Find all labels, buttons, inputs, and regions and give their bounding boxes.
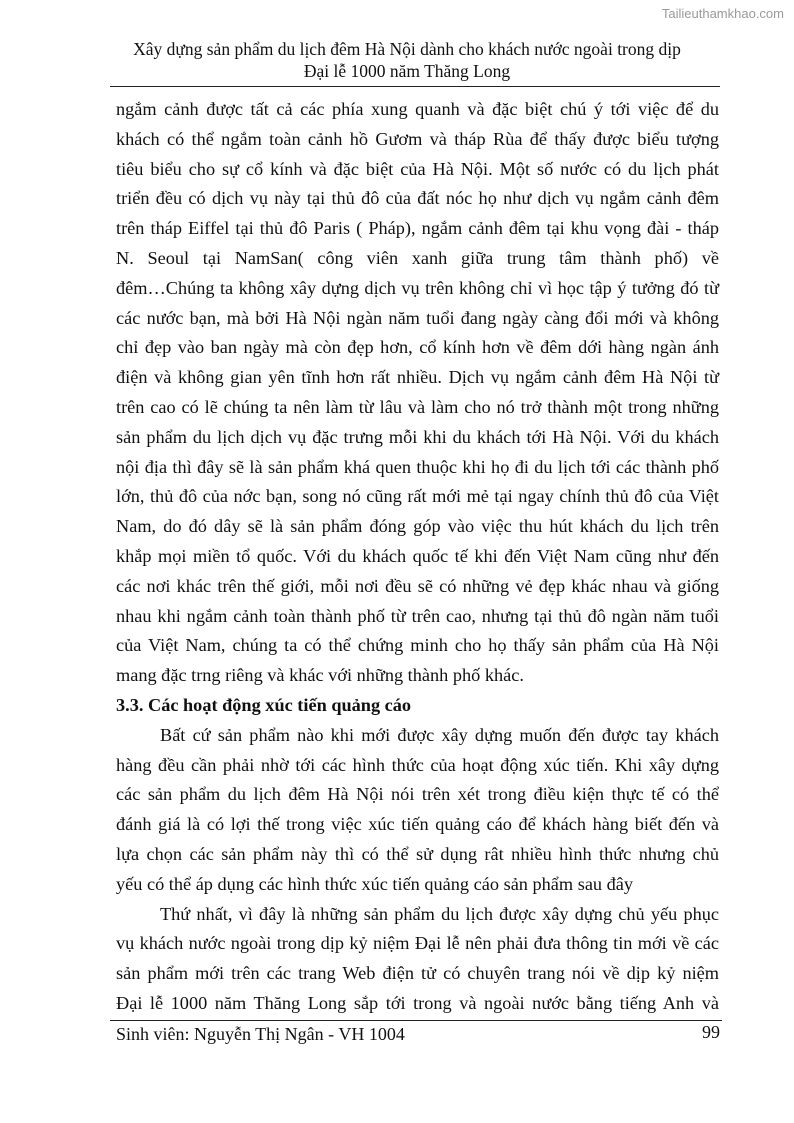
paragraph-3: [116, 900, 719, 1019]
text-line: lớn, thủ đô của nớc bạn, song nó cũng rất mới mẻ tại ngay chính thủ đô của Việt: [116, 486, 719, 507]
text-line: nội địa thì đây sẽ là sản phẩm khá quen thuộc khi họ đi du lịch tới các thành phố: [116, 456, 719, 477]
text-line: các sản phẩm du lịch đêm Hà Nội nói trên xét trong điều kiện thực tế có thể: [116, 784, 719, 805]
text-line: đánh giá là có lợi thế trong việc xúc tiến quảng cáo để khách hàng biết đến và: [116, 814, 719, 835]
header-line-1: Xây dựng sản phẩm du lịch đêm Hà Nội dành cho khách nước ngoài trong dịp: [133, 39, 681, 59]
text-line: trên tháp Eiffel tại thủ đô Paris ( Pháp), ngắm cảnh đêm tại khu vọng đài - tháp: [116, 218, 719, 239]
text-line: sản phẩm mới trên các trang Web điện tử có chuyên trang nói về dịp kỷ niệm: [116, 963, 719, 984]
text-line: các nơi khác trên thế giới, mỗi nơi đều sẽ có những vẻ đẹp khác nhau và giống: [116, 575, 719, 596]
text-line: vụ khách nước ngoài trong dịp kỷ niệm Đại lễ nên phải đưa thông tin mới về các: [116, 933, 719, 954]
text-line: các nước bạn, mà bởi Hà Nội ngàn năm tuổi đang ngày càng đổi mới và không: [116, 307, 719, 328]
text-line: ngắm cảnh được tất cả các phía xung quanh và đặc biệt chú ý tới việc để du: [116, 99, 719, 119]
text-line: chỉ đẹp vào ban ngày mà còn đẹp hơn, cổ kính hơn về đêm dới hàng ngàn ánh: [116, 337, 719, 358]
text-line: N. Seoul tại NamSan( công viên xanh giữa trung tâm thành phố) về: [116, 247, 719, 268]
text-line: điện và không gian yên tĩnh hơn rất nhiều. Dịch vụ ngắm cảnh đêm Hà Nội từ: [116, 367, 719, 388]
text-line: Nam, do đó dây sẽ là sản phẩm đóng góp vào việc thu hút khách du lịch trên: [116, 516, 719, 537]
paragraph-2: [116, 721, 719, 900]
running-header: [100, 38, 714, 82]
text-line: của Việt Nam, chúng ta có thể chứng minh cho họ thấy sản phẩm của Hà Nội: [116, 635, 719, 656]
text-line: lựa chọn các sản phẩm này thì có thể sử dụng rât nhiều hình thức nhưng chủ: [116, 843, 719, 864]
page-body: [116, 95, 719, 1019]
header-divider: [110, 86, 720, 87]
text-line: Bất cứ sản phẩm nào khi mới được xây dựng muốn đến được tay khách: [160, 724, 719, 745]
text-line: Thứ nhất, vì đây là những sản phẩm du lịch được xây dựng chủ yếu phục: [160, 903, 719, 924]
text-line: triển đều có dịch vụ này tại thủ đô của đất nóc họ như dịch vụ ngắm cảnh đêm: [116, 188, 719, 209]
text-line: mang đặc trng riêng và khác với những thành phố khác.: [116, 665, 524, 686]
text-line: đêm…Chúng ta không xây dựng dịch vụ trên không chỉ vì học tập ý tưởng đó từ: [116, 277, 719, 298]
text-line: trên cao có lẽ chúng ta nên làm từ lâu và làm cho nó trở thành một trong những: [116, 396, 719, 417]
paragraph-1: [116, 95, 719, 691]
watermark: Tailieuthamkhao.com: [661, 6, 784, 21]
text-line: khắp mọi miền tổ quốc. Với du khách quốc tế khi đến Việt Nam cũng như đến: [116, 545, 719, 566]
text-line: tiêu biểu cho sự cổ kính và đặc biệt của Hà Nội. Một số nước có du lịch phát: [116, 158, 719, 179]
section-heading: 3.3. Các hoạt động xúc tiến quảng cáo: [116, 694, 412, 715]
header-line-2: Đại lễ 1000 năm Thăng Long: [303, 61, 511, 81]
text-line: sản phẩm du lịch dịch vụ đặc trưng mỗi khi du khách tới Hà Nội. Với du khách: [116, 426, 719, 447]
text-line: Đại lễ 1000 năm Thăng Long sắp tới trong và ngoài nước bằng tiếng Anh và: [116, 992, 719, 1013]
text-line: khách có thể ngắm toàn cảnh hồ Gươm và tháp Rùa để thấy được biểu tượng: [116, 128, 719, 149]
footer-student: Sinh viên: Nguyễn Thị Ngân - VH 1004: [116, 1024, 405, 1044]
footer-divider: [110, 1020, 722, 1021]
text-line: hàng đều cần phải nhờ tới các hình thức của hoạt động xúc tiến. Khi xây dựng: [116, 754, 719, 775]
text-line: nhau khi ngắm cảnh toàn thành phố từ trên cao, nhưng tại thủ đô ngàn năm tuổi: [116, 605, 719, 626]
text-line: yếu có thể áp dụng các hình thức xúc tiến quảng cáo sản phẩm sau đây: [116, 873, 634, 894]
page-number: 99: [702, 1022, 720, 1042]
